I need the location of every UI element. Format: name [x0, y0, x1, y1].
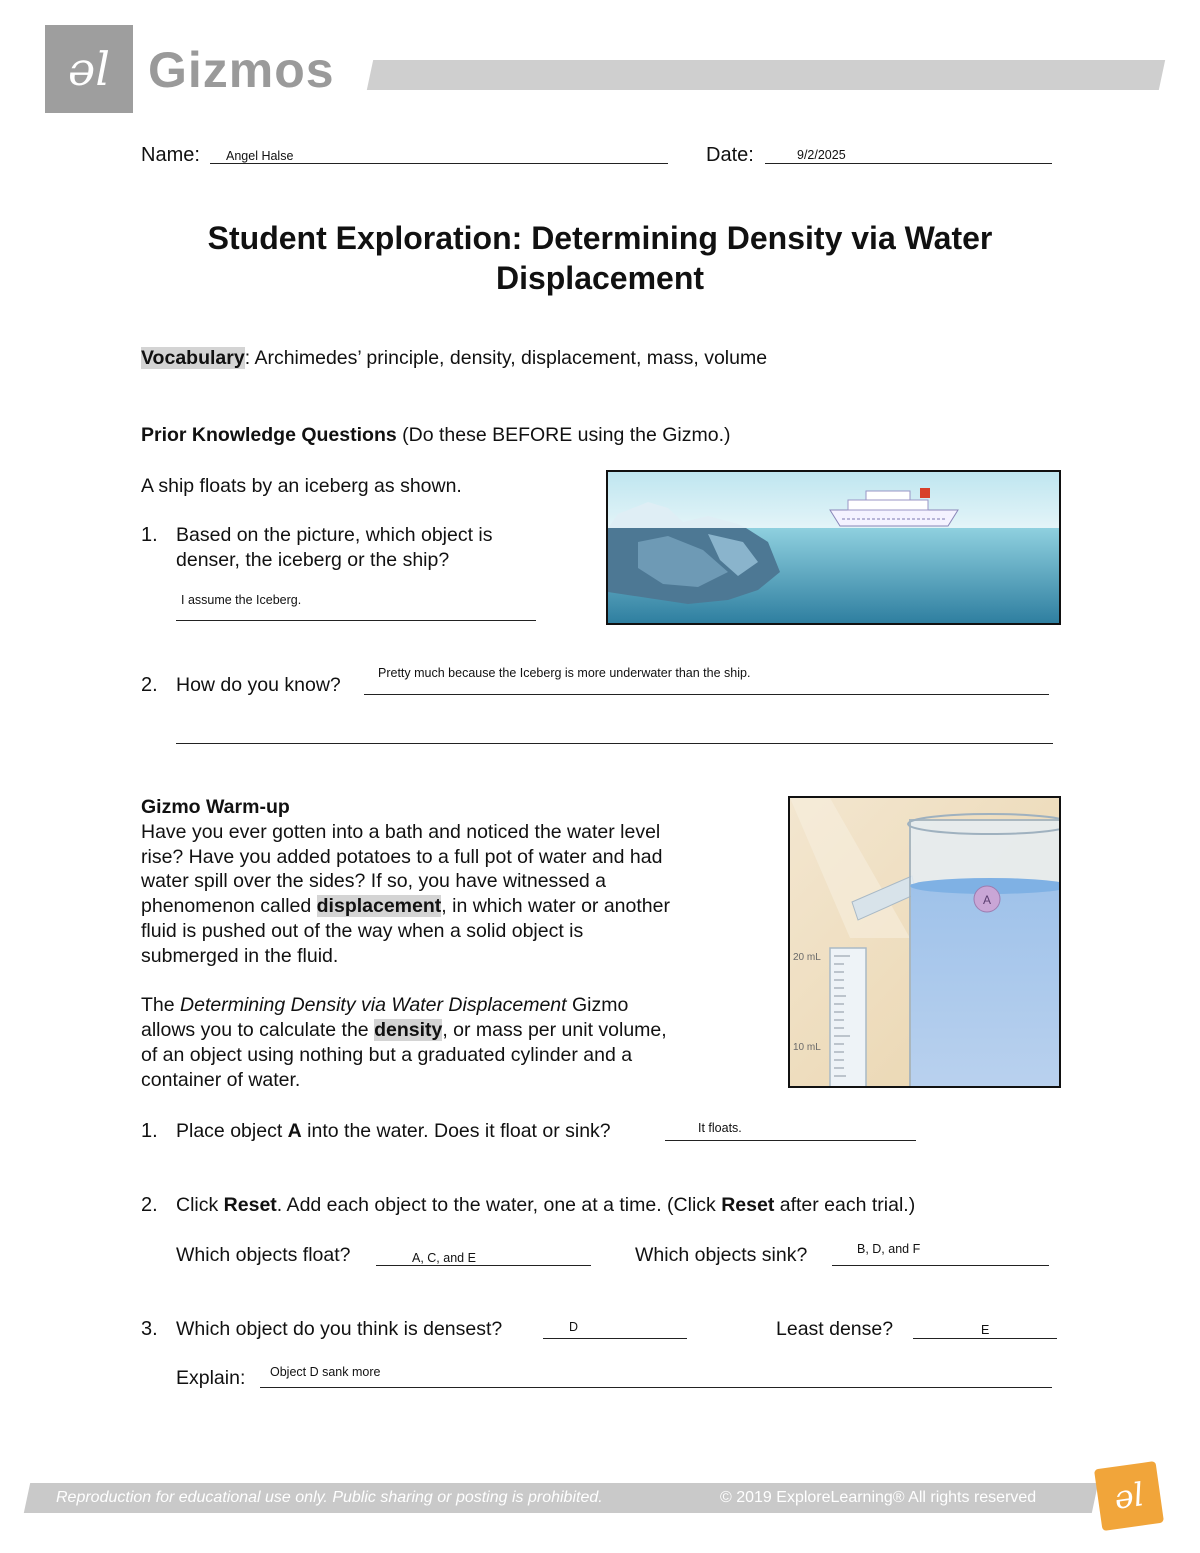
float-label: Which objects float? [176, 1244, 351, 1266]
q2-pre: Click [176, 1194, 224, 1216]
label-10ml: 10 mL [793, 1042, 821, 1053]
vocabulary-label: Vocabulary [141, 347, 245, 369]
sink-line [832, 1265, 1049, 1266]
least-dense-answer: E [981, 1323, 990, 1337]
prior-q1-text [176, 523, 493, 573]
densest-answer: D [569, 1320, 579, 1334]
explain-answer: Object D sank more [270, 1365, 381, 1379]
explain-label: Explain: [176, 1367, 246, 1389]
iceberg-ship-figure [606, 470, 1061, 625]
term-density: density [374, 1019, 443, 1042]
q1-object: A [287, 1120, 302, 1142]
q2-text [176, 1193, 1056, 1218]
warmup-p2-line2 [141, 1018, 761, 1043]
prior-q2-text: How do you know? [176, 674, 341, 696]
prior-intro: A ship floats by an iceberg as shown. [141, 475, 462, 497]
prior-knowledge-heading [141, 423, 941, 448]
warmup-heading: Gizmo Warm-up [141, 796, 290, 818]
float-answer: A, C, and E [412, 1251, 476, 1265]
warmup-p2-line3: of an object using nothing but a graduated cylinder and a [141, 1043, 633, 1066]
warmup-p1-line3: water spill over the sides? If so, you have witnessed a [141, 870, 606, 893]
q3-text: Which object do you think is densest? [176, 1318, 503, 1340]
brand-name: Gizmos [148, 42, 335, 98]
sink-answer: B, D, and F [857, 1242, 921, 1256]
vocabulary [141, 346, 1041, 371]
warmup-p2-line2-post: , or mass per unit volume, [442, 1019, 667, 1042]
title-line-1: Student Exploration: Determining Density via Water [207, 220, 993, 256]
prior-q1-line [176, 620, 536, 621]
warmup-p1-line4-post: , in which water or another [441, 895, 670, 918]
least-dense-line [913, 1338, 1057, 1339]
prior-q1-line2: denser, the iceberg or the ship? [176, 548, 450, 571]
vocabulary-terms: : Archimedes’ principle, density, displacement, mass, volume [244, 347, 768, 369]
warmup-p1-line4 [141, 894, 761, 919]
warmup-p2-line4: container of water. [141, 1068, 301, 1091]
warmup-p1-line6: submerged in the fluid. [141, 944, 339, 967]
q1-pre: Place object [176, 1120, 288, 1142]
explorelearning-logo: ǝl [1094, 1461, 1164, 1531]
displacement-illustration [790, 798, 1059, 1086]
name-label: Name: [141, 144, 200, 166]
page-title [100, 218, 1100, 298]
q2-reset-1: Reset [223, 1194, 277, 1216]
warmup-section [141, 795, 761, 1093]
q2-reset-2: Reset [721, 1194, 775, 1216]
prior-q2-line-2 [176, 743, 1053, 744]
q3-number: 3. [141, 1318, 158, 1340]
header-bar [367, 60, 1165, 90]
explain-line [260, 1387, 1052, 1388]
prior-q2-answer: Pretty much because the Iceberg is more underwater than the ship. [378, 666, 751, 680]
q1-answer: It floats. [698, 1121, 742, 1135]
warmup-p1-line1: Have you ever gotten into a bath and noticed the water level [141, 820, 661, 843]
warmup-p1-line2: rise? Have you added potatoes to a full pot of water and had [141, 845, 663, 868]
warmup-p2-line1-pre: The [141, 994, 181, 1017]
prior-q1-answer: I assume the Iceberg. [181, 593, 302, 607]
footer-notice: Reproduction for educational use only. Public sharing or posting is prohibited. [56, 1489, 603, 1506]
label-20ml: 20 mL [793, 952, 821, 963]
densest-line [543, 1338, 687, 1339]
date-label: Date: [706, 144, 754, 166]
date-value: 9/2/2025 [797, 148, 846, 162]
least-dense-label: Least dense? [776, 1318, 894, 1340]
footer-copyright: © 2019 ExploreLearning® All rights reserved [720, 1489, 1037, 1506]
q2-mid: . Add each object to the water, one at a time. (Click [276, 1194, 722, 1216]
iceberg-ship-illustration [608, 472, 1059, 623]
term-displacement: displacement [316, 895, 442, 918]
float-line [376, 1265, 591, 1266]
gizmos-logo-glyph: ǝl [68, 42, 110, 96]
prior-q2-line [364, 694, 1049, 695]
sink-label: Which objects sink? [635, 1244, 808, 1266]
object-a-label: A [982, 893, 992, 907]
name-value: Angel Halse [226, 149, 294, 163]
prior-q1-line1: Based on the picture, which object is [176, 524, 493, 546]
warmup-p2-line1-post: Gizmo [566, 994, 629, 1017]
q1-number: 1. [141, 1120, 158, 1142]
gizmo-name: Determining Density via Water Displacement [180, 994, 567, 1017]
warmup-p2-line2-pre: allows you to calculate the [141, 1019, 375, 1042]
q1-text [176, 1119, 611, 1144]
name-line [210, 163, 668, 164]
prior-heading-bold: Prior Knowledge Questions [141, 424, 397, 446]
title-line-2: Displacement [495, 260, 705, 296]
prior-q2-number: 2. [141, 674, 158, 696]
prior-q1-number: 1. [141, 524, 158, 546]
warmup-p2-line1 [141, 993, 761, 1018]
q1-post: into the water. Does it float or sink? [301, 1120, 611, 1142]
date-line [765, 163, 1052, 164]
container-water [911, 884, 1059, 1086]
warmup-p1-line4-pre: phenomenon called [141, 895, 317, 918]
graduated-cylinder [830, 948, 866, 1086]
q2-post: after each trial.) [774, 1194, 916, 1216]
gizmo-figure [788, 796, 1061, 1088]
prior-heading-note: (Do these BEFORE using the Gizmo.) [396, 424, 731, 446]
warmup-p1-line5: fluid is pushed out of the way when a solid object is [141, 919, 584, 942]
q1-line [665, 1140, 916, 1141]
q2-number: 2. [141, 1194, 158, 1216]
